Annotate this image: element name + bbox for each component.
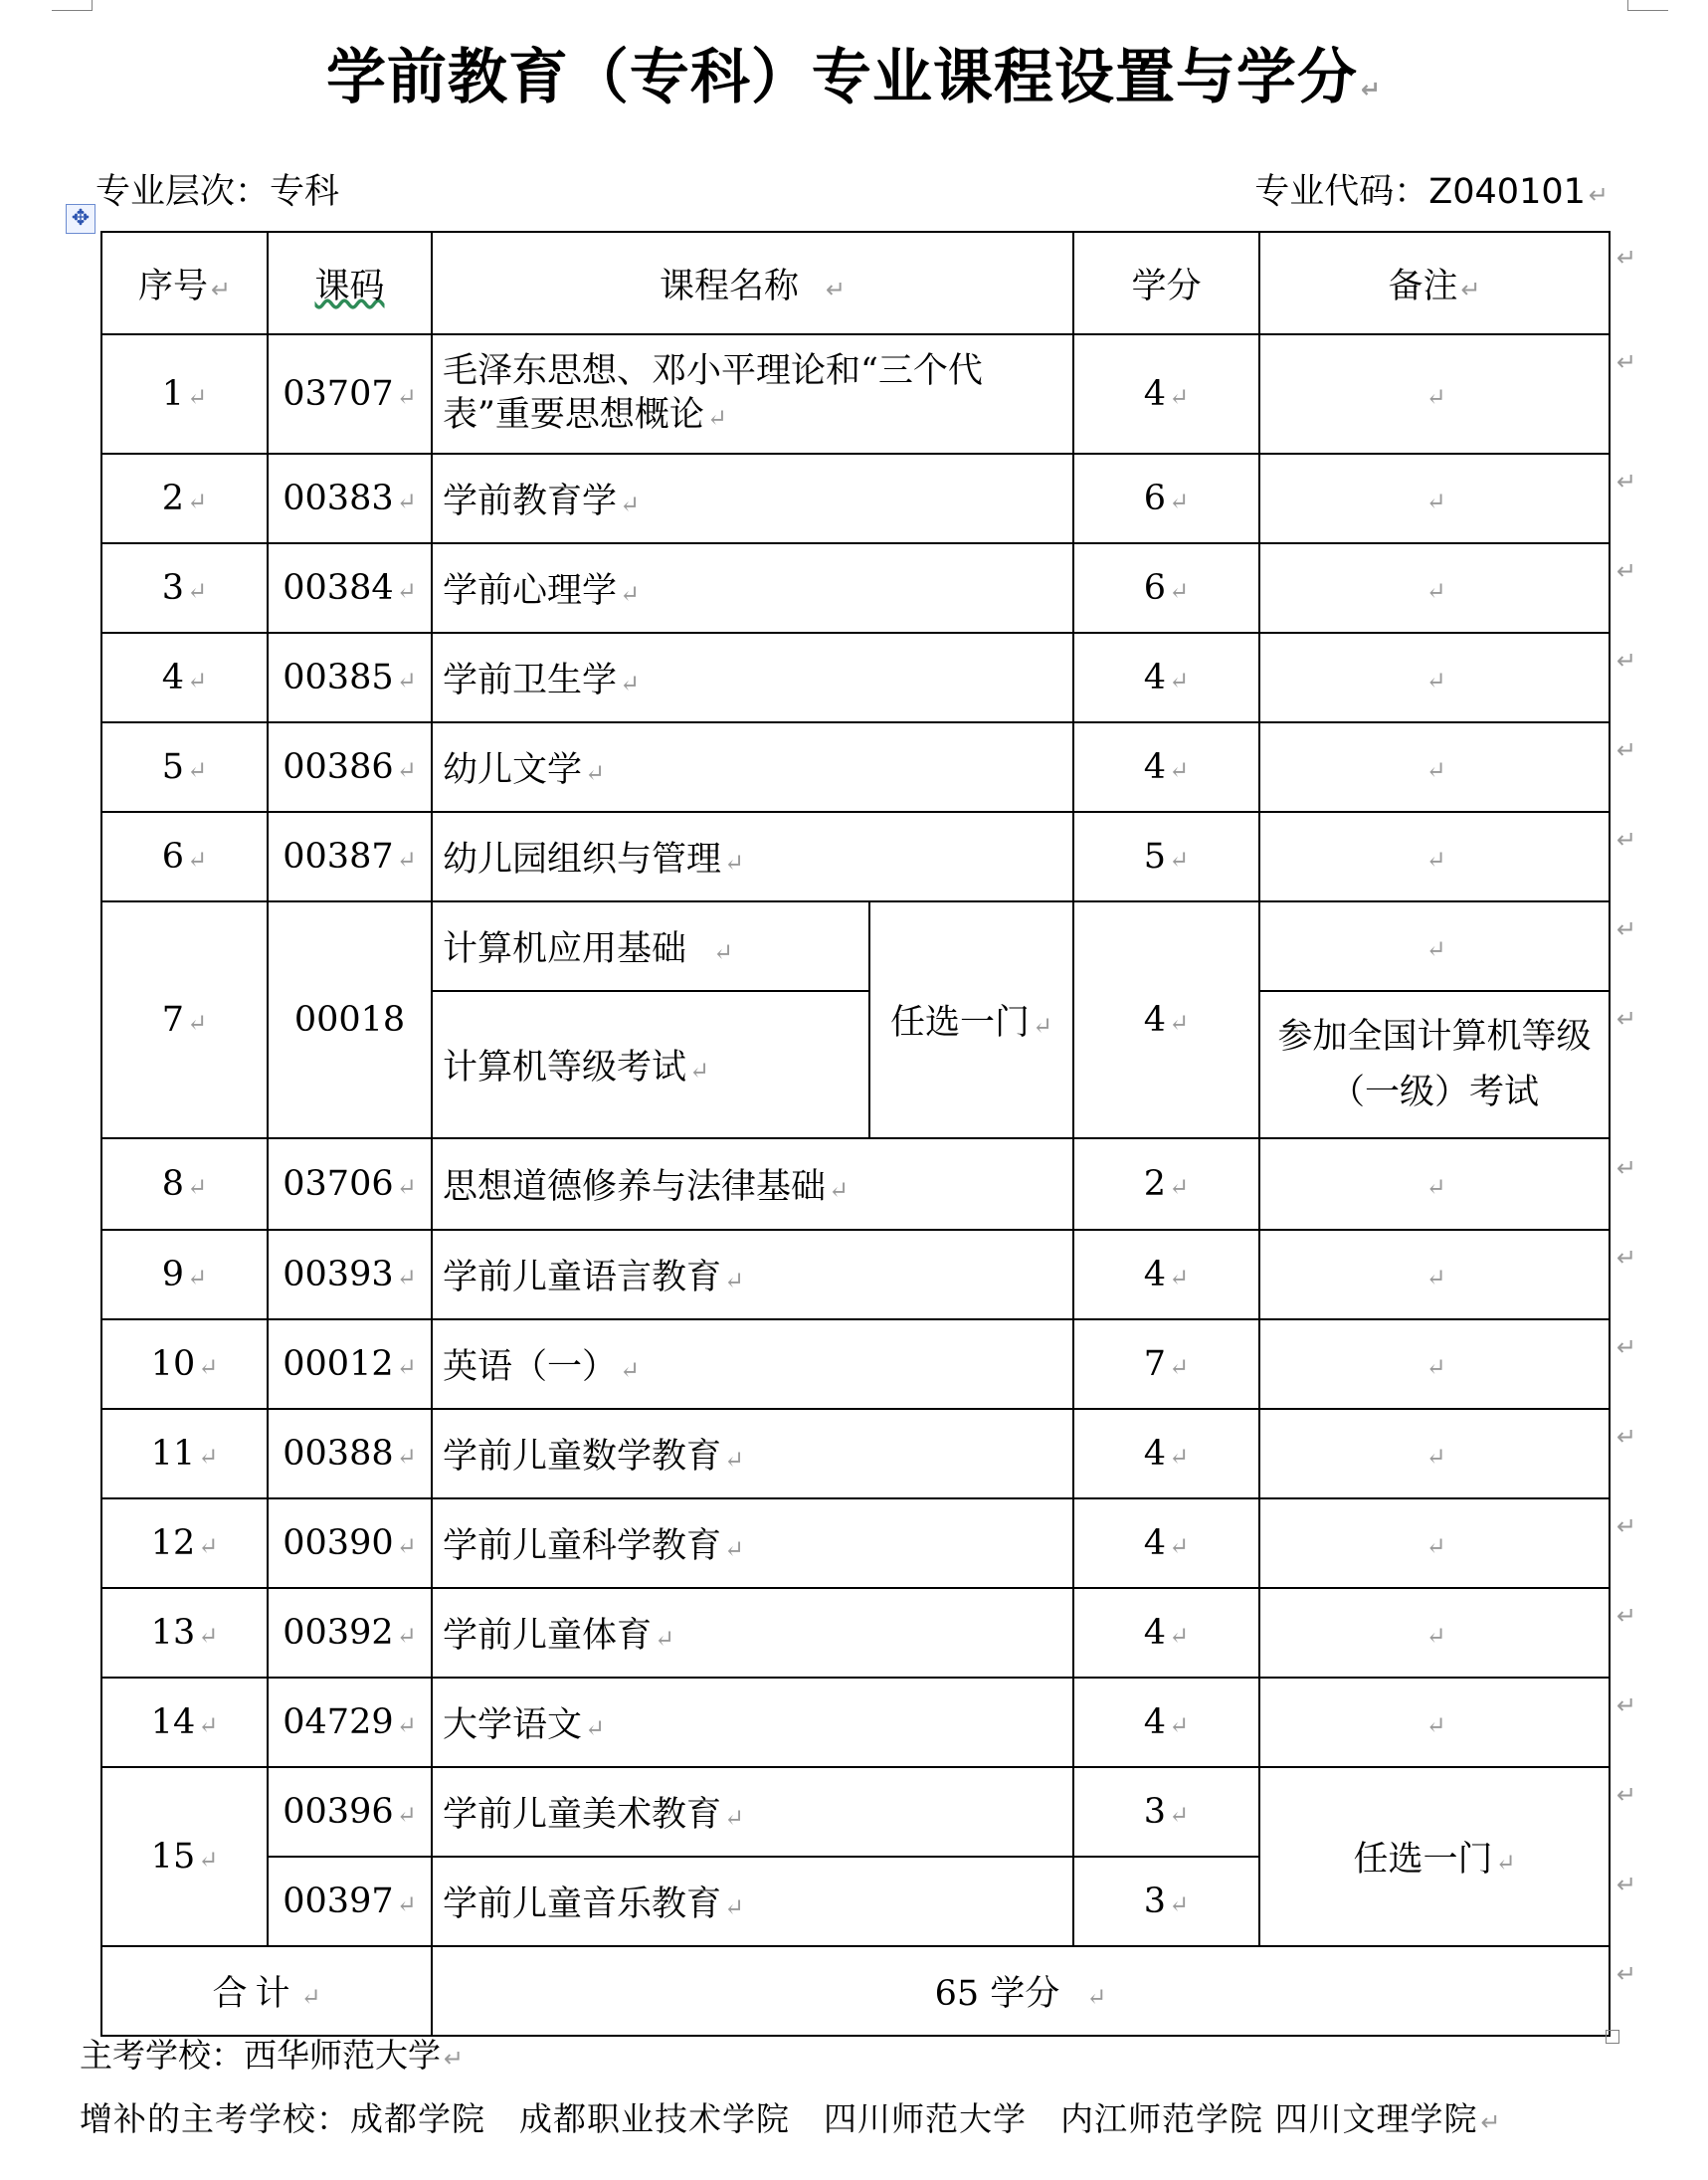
cell-code: 03707 ↵ (268, 334, 432, 454)
cell-course-option-b: 计算机等级考试 ↵ (432, 991, 869, 1138)
table-row (101, 1588, 1610, 1678)
cell-credits: 4 ↵ (1073, 901, 1259, 1138)
end-of-row-mark: ↵ (1616, 1005, 1637, 1033)
cell-credits: 4 ↵ (1073, 633, 1259, 722)
cell-credits: 4 ↵ (1073, 722, 1259, 812)
cell-code: 04729 ↵ (268, 1678, 432, 1767)
table-move-handle-icon[interactable]: ✥ (66, 204, 95, 234)
cell-no: 13 ↵ (101, 1588, 268, 1678)
cell-code: 00397 ↵ (268, 1857, 432, 1946)
cell-elective-choice: 任选一门 ↵ (869, 901, 1073, 1138)
cell-code: 00386 ↵ (268, 722, 432, 812)
cell-no: 9 ↵ (101, 1230, 268, 1319)
cell-no: 15 ↵ (101, 1767, 268, 1946)
cell-credits: 4 ↵ (1073, 334, 1259, 454)
cell-credits: 4 ↵ (1073, 1409, 1259, 1498)
cell-code: 00385 ↵ (268, 633, 432, 722)
end-of-row-mark: ↵ (1616, 1154, 1637, 1182)
major-code-text: 专业代码：Z040101 (1254, 172, 1586, 212)
cell-credits: 4 ↵ (1073, 1588, 1259, 1678)
cell-course-name: 思想道德修养与法律基础 ↵ (432, 1138, 1073, 1230)
cell-course-name: 幼儿文学 ↵ (432, 722, 1073, 812)
end-of-row-mark: ↵ (1616, 647, 1637, 675)
cell-course-name: 学前儿童科学教育 ↵ (432, 1498, 1073, 1588)
table-row (101, 543, 1610, 633)
exam-school: 主考学校：西华师范大学 ↵ (80, 2036, 465, 2075)
end-of-row-mark: ↵ (1616, 468, 1637, 495)
end-of-row-mark: ↵ (1616, 736, 1637, 764)
table-total-row (101, 1946, 1610, 2036)
course-table (100, 231, 1611, 2037)
cell-note: ↵ (1259, 1498, 1610, 1588)
cell-note-computer-exam: 参加全国计算机等级（一级）考试 (1259, 991, 1610, 1138)
table-row (101, 722, 1610, 812)
table-row (101, 1230, 1610, 1319)
cell-course-name: 学前儿童体育 ↵ (432, 1588, 1073, 1678)
cell-code: 00387 ↵ (268, 812, 432, 901)
cell-code: 00388 ↵ (268, 1409, 432, 1498)
header-no: 序号 ↵ (101, 232, 268, 334)
cell-no: 12 ↵ (101, 1498, 268, 1588)
header-course-name: 课程名称 ↵ (432, 232, 1073, 334)
end-of-row-mark: ↵ (1616, 1602, 1637, 1630)
cell-code: 00018 (268, 901, 432, 1138)
cell-course-name: 幼儿园组织与管理 ↵ (432, 812, 1073, 901)
end-of-row-mark: ↵ (1616, 1781, 1637, 1809)
additional-exam-schools: 增补的主考学校：成都学院 成都职业技术学院 四川师范大学 内江师范学院 四川文理学院 ↵ (80, 2099, 1502, 2138)
cell-note-elective: 任选一门 ↵ (1259, 1767, 1610, 1946)
cell-credits: 2 ↵ (1073, 1138, 1259, 1230)
cell-note: ↵ (1259, 454, 1610, 543)
cell-credits: 3 ↵ (1073, 1767, 1259, 1857)
cell-note: ↵ (1259, 633, 1610, 722)
header-code: 课码 (268, 232, 432, 334)
cell-no: 4 ↵ (101, 633, 268, 722)
table-row (101, 1138, 1610, 1230)
cell-note: ↵ (1259, 1230, 1610, 1319)
cell-course-name: 毛泽东思想、邓小平理论和“三个代表”重要思想概论 ↵ (432, 334, 1073, 454)
cell-note: ↵ (1259, 334, 1610, 454)
major-code (1254, 164, 1609, 214)
table-row (101, 1409, 1610, 1498)
end-of-row-mark: ↵ (1616, 1871, 1637, 1898)
cell-no: 5 ↵ (101, 722, 268, 812)
page-title (0, 30, 1708, 115)
table-row (101, 334, 1610, 454)
cell-course-name: 学前心理学 ↵ (432, 543, 1073, 633)
end-of-row-mark: ↵ (1616, 244, 1637, 272)
cell-code: 00392 ↵ (268, 1588, 432, 1678)
end-of-row-mark: ↵ (1616, 557, 1637, 585)
cell-credits: 7 ↵ (1073, 1319, 1259, 1409)
header-note: 备注 ↵ (1259, 232, 1610, 334)
cell-code: 00396 ↵ (268, 1767, 432, 1857)
table-row (101, 633, 1610, 722)
cell-course-name: 大学语文 ↵ (432, 1678, 1073, 1767)
cell-code: 03706 ↵ (268, 1138, 432, 1230)
cell-credits: 3 ↵ (1073, 1857, 1259, 1946)
page-corner-mark-left (52, 0, 93, 11)
cell-no: 14 ↵ (101, 1678, 268, 1767)
table-row (101, 1678, 1610, 1767)
cell-code: 00012 ↵ (268, 1319, 432, 1409)
cell-note: ↵ (1259, 1319, 1610, 1409)
end-of-row-mark: ↵ (1616, 1960, 1637, 1988)
cell-no: 6 ↵ (101, 812, 268, 901)
cell-credits: 5 ↵ (1073, 812, 1259, 901)
end-of-row-mark: ↵ (1616, 1423, 1637, 1451)
cell-course-name: 学前卫生学 ↵ (432, 633, 1073, 722)
end-of-row-mark: ↵ (1616, 348, 1637, 376)
cell-note: ↵ (1259, 722, 1610, 812)
cell-code: 00390 ↵ (268, 1498, 432, 1588)
cell-course-name: 学前儿童语言教育 ↵ (432, 1230, 1073, 1319)
cell-no: 11 ↵ (101, 1409, 268, 1498)
table-row (101, 901, 1610, 991)
table-row (101, 1767, 1610, 1857)
cell-note: ↵ (1259, 1138, 1610, 1230)
cell-note: ↵ (1259, 1588, 1610, 1678)
cell-credits: 6 ↵ (1073, 543, 1259, 633)
table-header-row (101, 232, 1610, 334)
cell-no: 10 ↵ (101, 1319, 268, 1409)
cell-course-name: 英语（一） ↵ (432, 1319, 1073, 1409)
cell-code: 00383 ↵ (268, 454, 432, 543)
paragraph-mark: ↵ (1360, 76, 1383, 103)
cell-no: 7 ↵ (101, 901, 268, 1138)
cell-course-name: 学前教育学 ↵ (432, 454, 1073, 543)
cell-course-name: 学前儿童数学教育 ↵ (432, 1409, 1073, 1498)
cell-note: ↵ (1259, 901, 1610, 991)
header-credits: 学分 (1073, 232, 1259, 334)
cell-note: ↵ (1259, 812, 1610, 901)
cell-code: 00384 ↵ (268, 543, 432, 633)
table-row (101, 812, 1610, 901)
cell-note: ↵ (1259, 1678, 1610, 1767)
page-corner-mark-right (1627, 0, 1668, 11)
page-title-text: 学前教育（专科）专业课程设置与学分 (325, 43, 1358, 112)
cell-course-name: 学前儿童音乐教育 ↵ (432, 1857, 1073, 1946)
cell-credits: 4 ↵ (1073, 1498, 1259, 1588)
cell-course-name: 学前儿童美术教育 ↵ (432, 1767, 1073, 1857)
total-credits: 65 学分 ↵ (432, 1946, 1610, 2036)
cell-credits: 4 ↵ (1073, 1678, 1259, 1767)
cell-note: ↵ (1259, 1409, 1610, 1498)
table-row (101, 1319, 1610, 1409)
cell-credits: 4 ↵ (1073, 1230, 1259, 1319)
cell-no: 8 ↵ (101, 1138, 268, 1230)
table-row (101, 1498, 1610, 1588)
cell-code: 00393 ↵ (268, 1230, 432, 1319)
end-of-row-mark: ↵ (1616, 826, 1637, 854)
major-level: 专业层次：专科 (95, 172, 340, 212)
cell-course-option-a: 计算机应用基础 ↵ (432, 901, 869, 991)
end-of-row-mark: ↵ (1616, 1244, 1637, 1272)
end-of-row-mark: ↵ (1616, 1691, 1637, 1719)
cell-credits: 6 ↵ (1073, 454, 1259, 543)
total-label: 合计 ↵ (101, 1946, 432, 2036)
paragraph-mark: ↵ (1588, 181, 1609, 209)
end-of-row-mark: ↵ (1616, 1512, 1637, 1540)
cell-no: 3 ↵ (101, 543, 268, 633)
cell-no: 2 ↵ (101, 454, 268, 543)
cell-no: 1 ↵ (101, 334, 268, 454)
end-of-row-mark: ↵ (1616, 1333, 1637, 1361)
end-of-row-mark: ↵ (1616, 915, 1637, 943)
table-row (101, 454, 1610, 543)
table-resize-handle[interactable] (1606, 2030, 1619, 2044)
cell-note: ↵ (1259, 543, 1610, 633)
